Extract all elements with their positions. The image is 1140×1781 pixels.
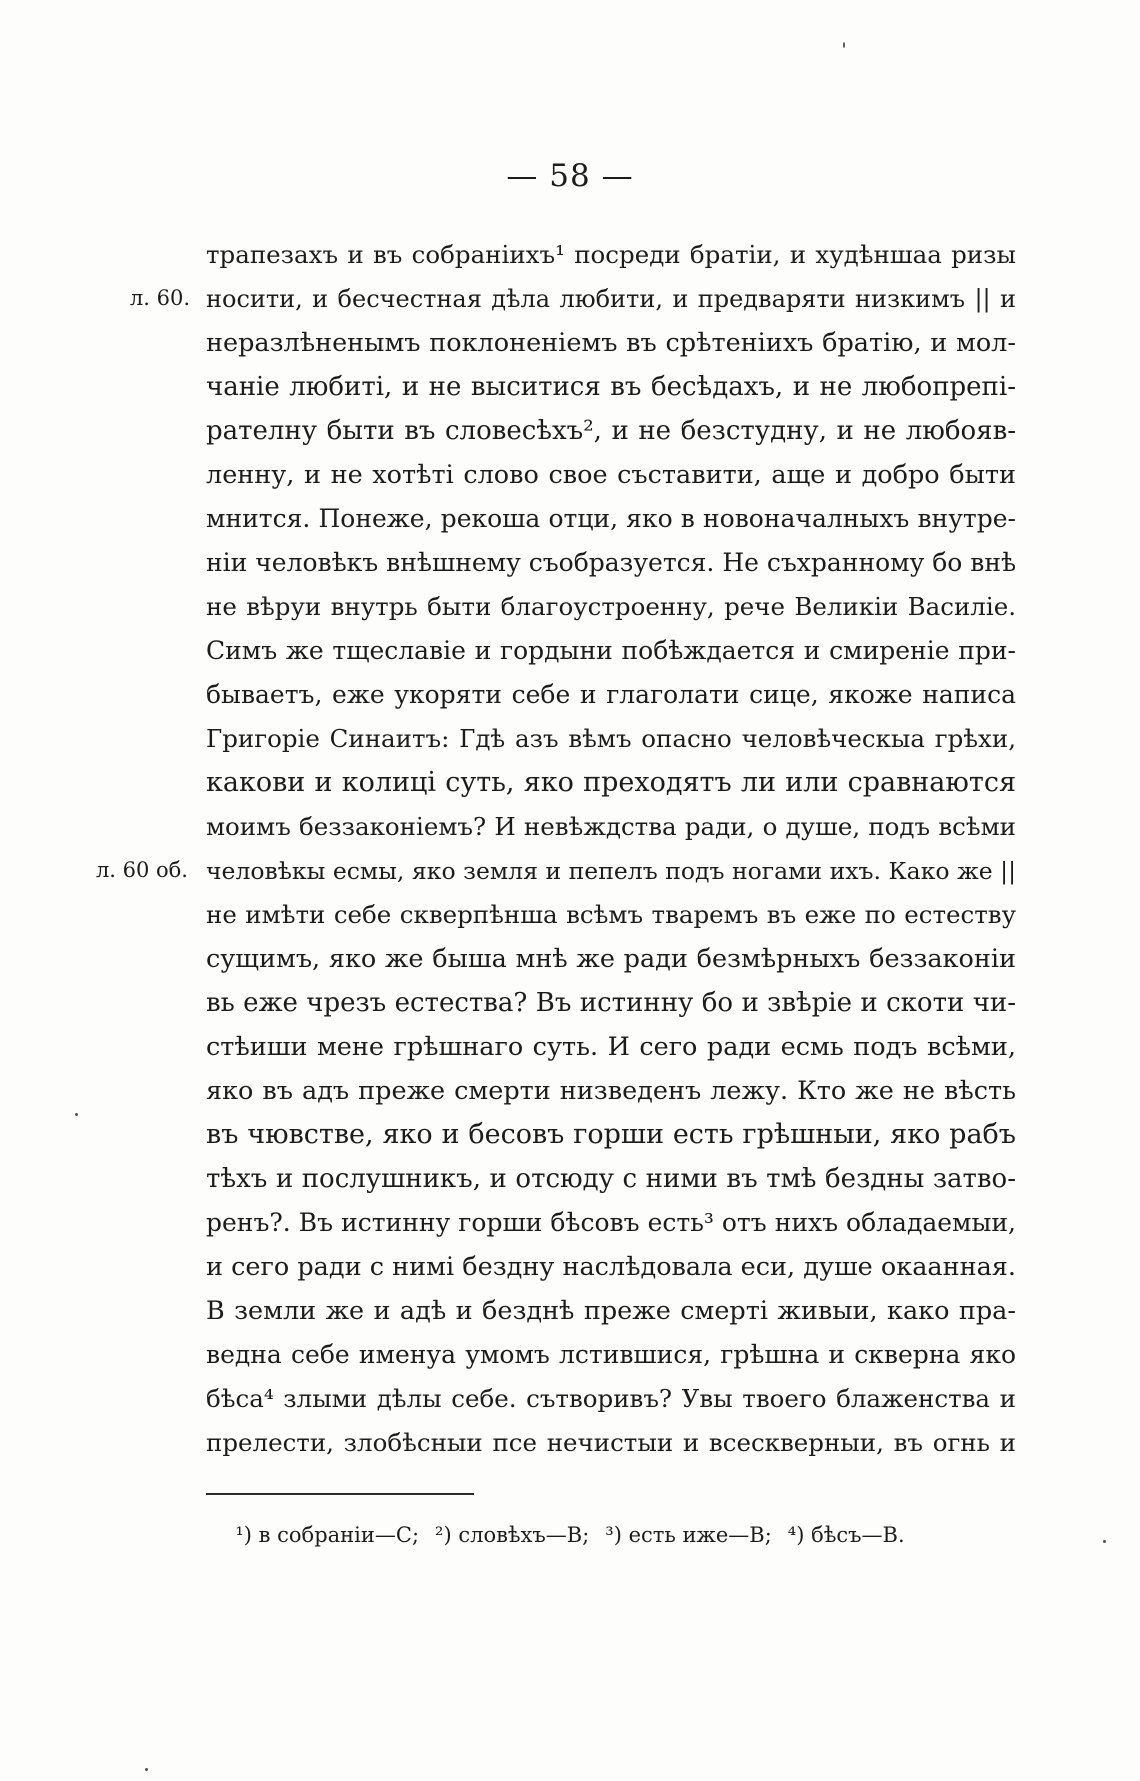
text-line-content: яко въ адъ преже смерти низведенъ лежу. Кто же не вѣсть [206, 1076, 1016, 1106]
text-line [206, 804, 1016, 848]
text-line [206, 628, 1016, 672]
footnote-mark: ⁴) [787, 1523, 805, 1547]
footnote-item [788, 1523, 905, 1547]
text-line-content: въ чювстве, яко и бесовъ горши есть грѣшныи, яко рабъ [206, 1119, 1016, 1150]
text-line-content: тѣхъ и послушникъ, и отсюду с ними въ тмѣ бездны затво- [206, 1164, 1016, 1194]
folio-margin-note: л. 60. [129, 286, 190, 310]
text-line-content: какови и колицi суть, яко преходятъ ли или сравнаются [206, 767, 1016, 798]
footnote-text: есть иже—B; [628, 1523, 772, 1547]
footnote-text: в собранiи—С; [258, 1523, 420, 1547]
text-line [206, 936, 1016, 980]
text-line-content: бѣса⁴ злыми дѣлы себе. сътворивъ? Увы твоего блаженства и [206, 1384, 1016, 1413]
text-line-content: ленну, и не хотѣтi слово свое съставити, аще и добро быти [206, 460, 1016, 490]
text-line [206, 1376, 1016, 1420]
text-line [206, 1288, 1016, 1332]
text-line [206, 452, 1016, 496]
footnote-text: бѣсъ—В. [811, 1523, 905, 1547]
text-line-content: моимъ беззаконiемъ? И невѣждства ради, о душе, подъ всѣми [206, 812, 1016, 841]
text-line [206, 1420, 1016, 1464]
text-line [206, 1332, 1016, 1376]
folio-margin-note: л. 60 об. [95, 858, 188, 882]
text-line [95, 848, 1016, 892]
text-line [206, 540, 1016, 584]
footnotes [0, 1520, 1140, 1550]
text-line [206, 496, 1016, 540]
text-line [206, 1156, 1016, 1200]
text-line-content: и сего ради с нимi бездну наслѣдовала еси, душе окаанная. [206, 1252, 1016, 1282]
footnote-mark: ³) [605, 1523, 622, 1547]
footnote-mark: ²) [435, 1523, 452, 1547]
text-line-content: ведна себе именуа умомъ лстившися, грѣшна и скверна яко [206, 1340, 1016, 1369]
footnote-text: словѣхъ—В; [458, 1523, 590, 1547]
scan-speck [145, 1768, 148, 1771]
text-line-content: трапезахъ и въ собранiихъ¹ посреди братiи, и худѣншаа ризы [206, 240, 1016, 269]
footnote-item [605, 1523, 771, 1547]
footnote-mark: ¹) [235, 1523, 252, 1547]
text-line [206, 980, 1016, 1024]
scan-speck [75, 1113, 78, 1116]
text-line-content: мнится. Понеже, рекоша отци, яко в новоначалныхъ внутре- [206, 504, 1016, 533]
text-line [206, 892, 1016, 936]
text-line [206, 1068, 1016, 1112]
text-line-content: стѣиши мене грѣшнаго суть. И сего ради есмь подъ всѣми, [206, 1032, 1016, 1062]
text-line [206, 584, 1016, 628]
text-line [206, 716, 1016, 760]
text-line-content: сущимъ, яко же быша мнѣ же ради безмѣрныхъ беззаконiи [206, 944, 1016, 974]
text-line [206, 1200, 1016, 1244]
text-line [206, 1024, 1016, 1068]
footnote-item [435, 1523, 589, 1547]
text-line-content: чанiе любитi, и не выситися въ бесѣдахъ, и не любопрепi- [206, 372, 1016, 402]
text-line [206, 1112, 1016, 1156]
text-line-content: В земли же и адѣ и безднѣ преже смертi живыи, како пра- [206, 1296, 1016, 1326]
text-line-content: не имѣти себе скверпѣнша всѣмъ тваремъ въ еже по естеству [206, 900, 1016, 929]
text-line [206, 672, 1016, 716]
body-text [95, 232, 1017, 1464]
text-line-content: прелести, злобѣсныи псе нечистыи и всескверныи, въ огнь и [206, 1428, 1016, 1457]
text-line-content: человѣкы есмы, яко земля и пепелъ подъ ногами ихъ. Како же || [206, 857, 1016, 885]
text-line [206, 1244, 1016, 1288]
text-line [206, 232, 1016, 276]
page-number: — 58 — [506, 158, 634, 194]
text-line [206, 408, 1016, 452]
scan-speck [843, 42, 845, 48]
text-line-content: вь еже чрезъ естества? Въ истинну бо и звѣрiе и скоти чи- [206, 988, 1016, 1018]
text-line-content: бываетъ, еже укоряти себе и глаголати сице, якоже написа [206, 680, 1016, 709]
text-line [206, 760, 1016, 804]
text-line-content: нiи человѣкъ внѣшнему съобразуется. Не съхранному бо внѣ [206, 548, 1017, 577]
text-line [206, 364, 1016, 408]
footnote-rule [206, 1493, 474, 1495]
footnote-item [235, 1523, 419, 1547]
text-line-content: неразлѣненымъ поклоненiемъ въ срѣтенiихъ братiю, и мол- [206, 328, 1016, 358]
text-line-content: Григорiе Синаитъ: Гдѣ азъ вѣмъ опасно человѣческыа грѣхи, [206, 724, 1016, 753]
text-line [206, 320, 1016, 364]
text-line-content: ренъ?. Въ истинну горши бѣсовъ есть³ отъ нихъ обладаемыи, [206, 1208, 1016, 1237]
text-line [129, 276, 1016, 320]
text-line-content: не вѣруи внутрь быти благоустроенну, рече Великiи Василiе. [206, 592, 1016, 621]
text-line-content: носити, и бесчестная дѣла любити, и предваряти низкимъ || и [206, 285, 1016, 313]
text-line-content: рателну быти въ словесѣхъ², и не безстудну, и не любояв- [206, 416, 1016, 446]
text-line-content: Симъ же тщеславiе и гордыни побѣждается и смиренiе при- [206, 636, 1016, 665]
scan-speck [1103, 1540, 1106, 1543]
